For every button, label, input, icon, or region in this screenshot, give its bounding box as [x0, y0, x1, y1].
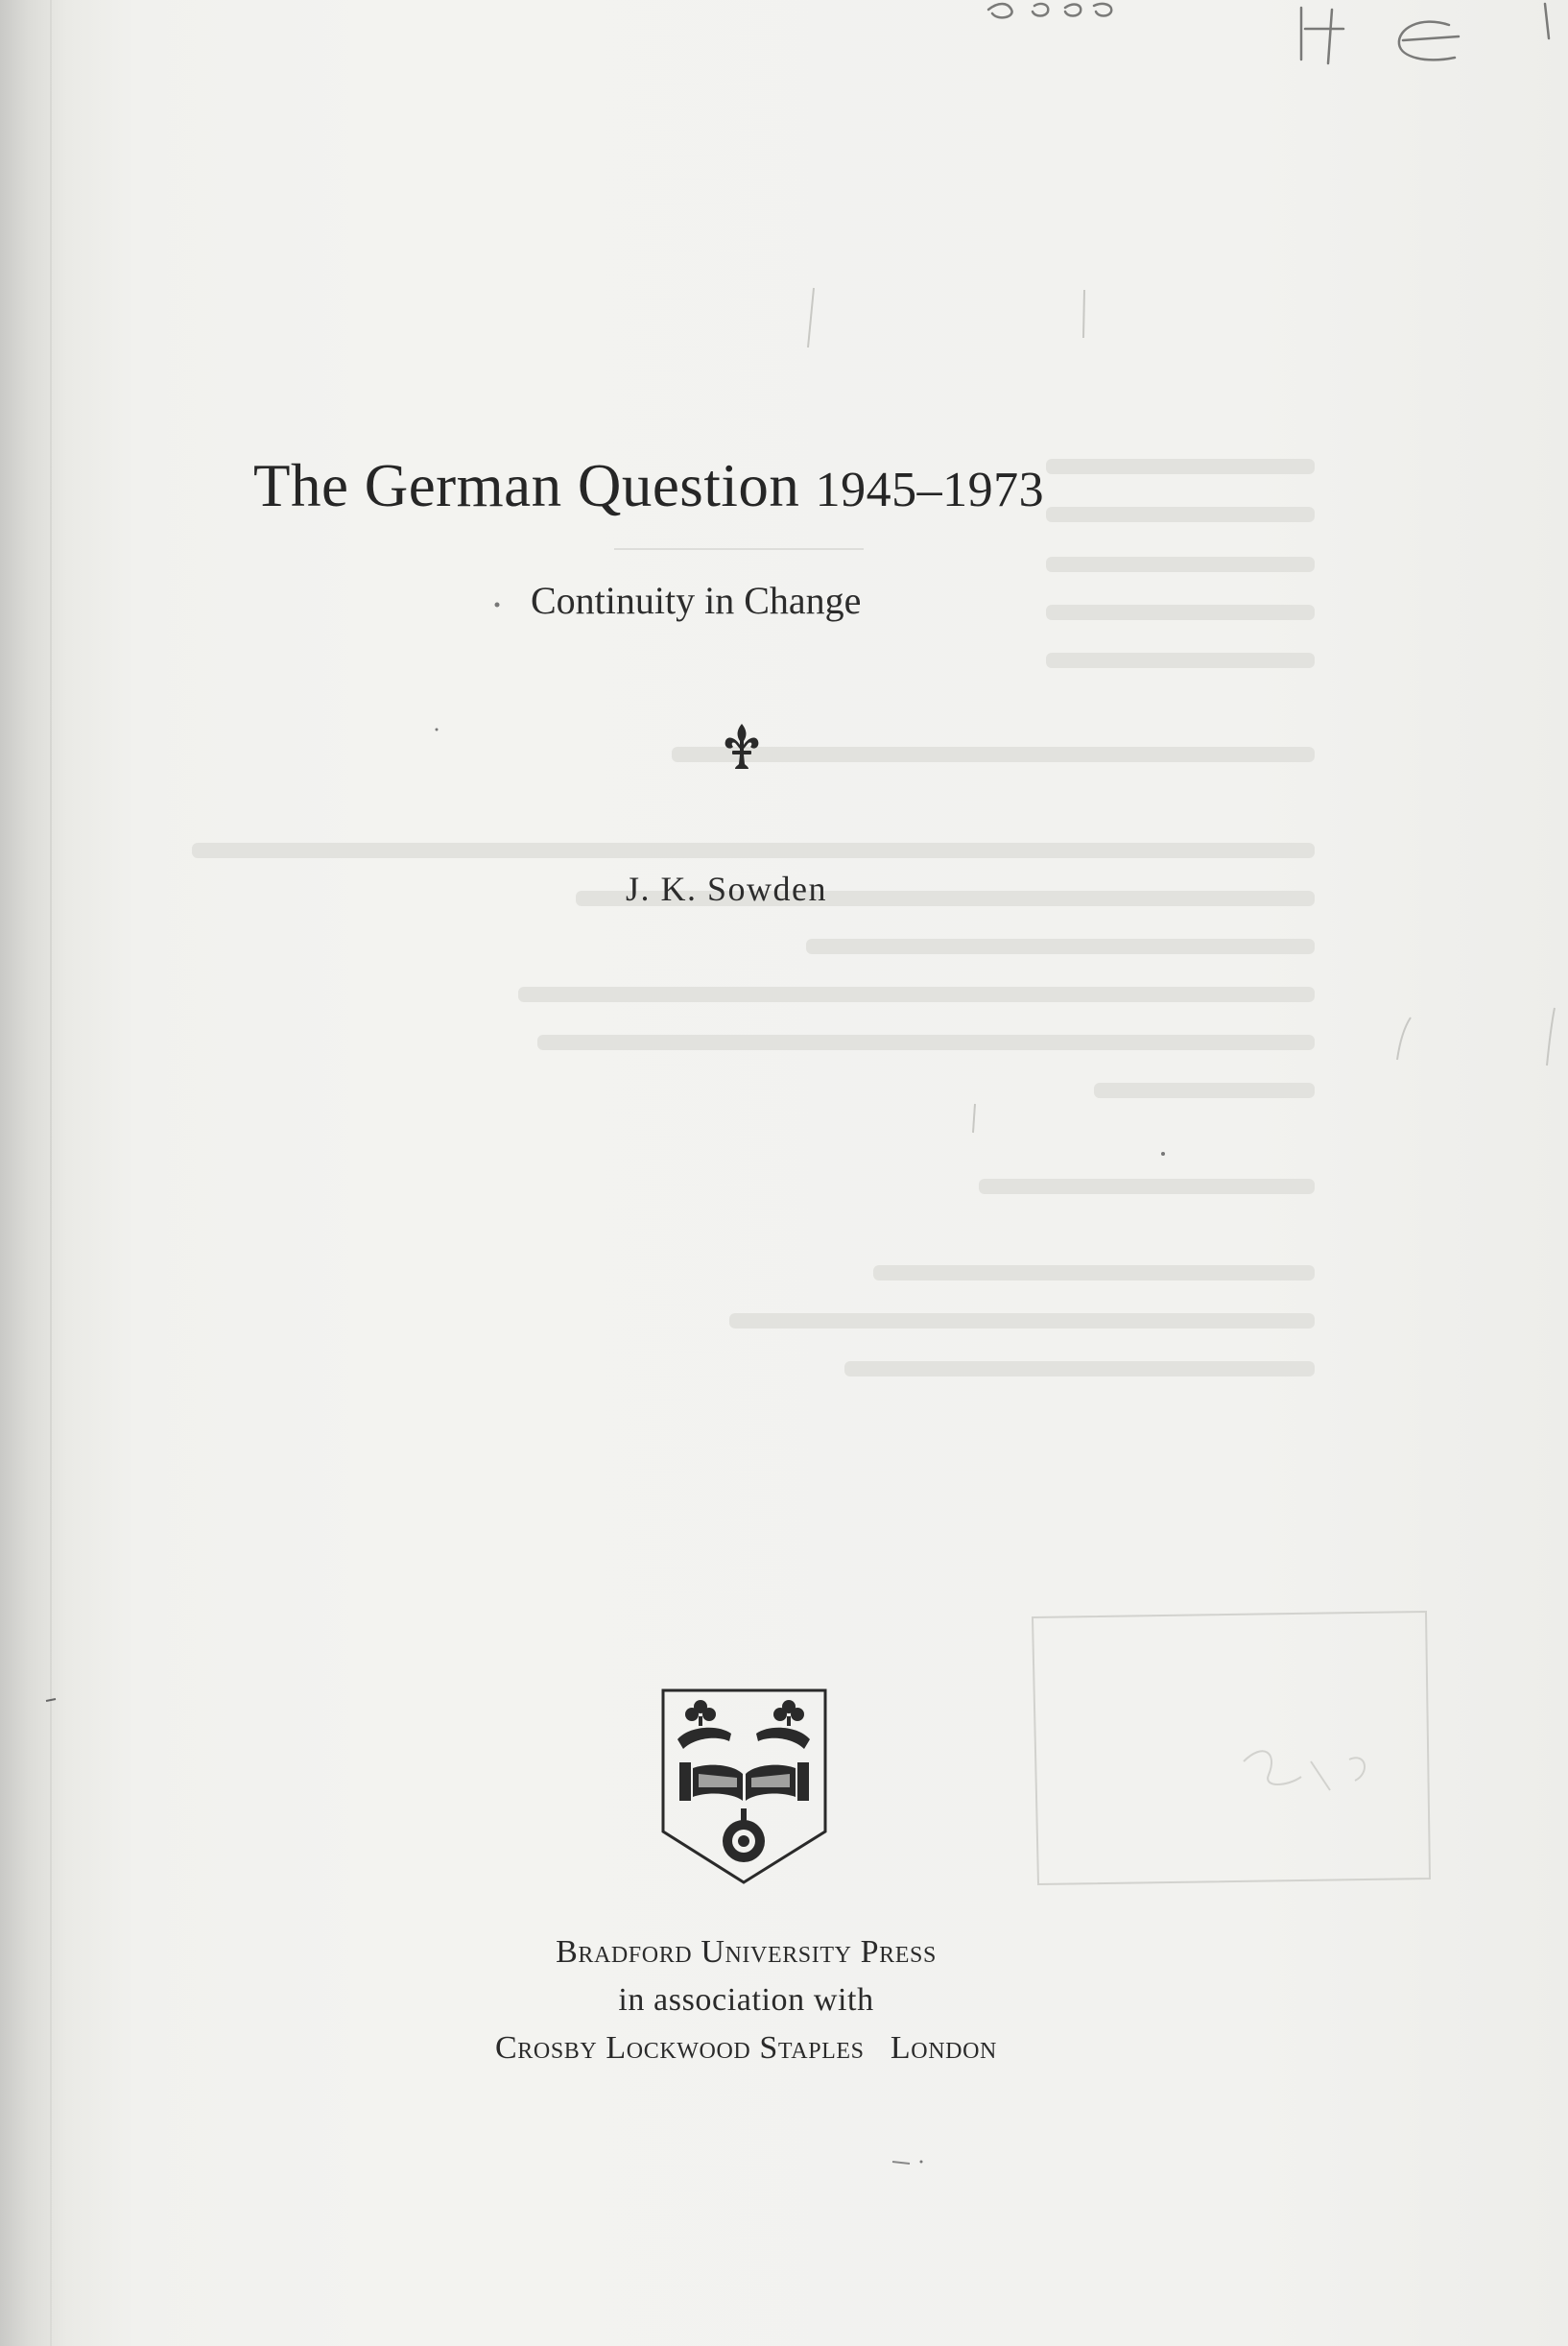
publisher-association: in association with [618, 1982, 874, 2018]
publisher-name: Bradford University Press [556, 1934, 937, 1970]
university-crest-icon [660, 1688, 828, 1885]
title-years: 1945–1973 [815, 463, 1045, 517]
author-name: J. K. Sowden [626, 870, 828, 908]
pencil-stamp-box [1023, 1598, 1445, 1905]
book-title [253, 451, 1044, 521]
fleur-de-lis-icon [724, 722, 760, 770]
title-main: The German Question [253, 452, 800, 519]
pencil-annotation [969, 0, 1568, 86]
book-subtitle: Continuity in Change [531, 579, 862, 622]
co-publisher-name: Crosby Lockwood Staples London [495, 2030, 997, 2066]
